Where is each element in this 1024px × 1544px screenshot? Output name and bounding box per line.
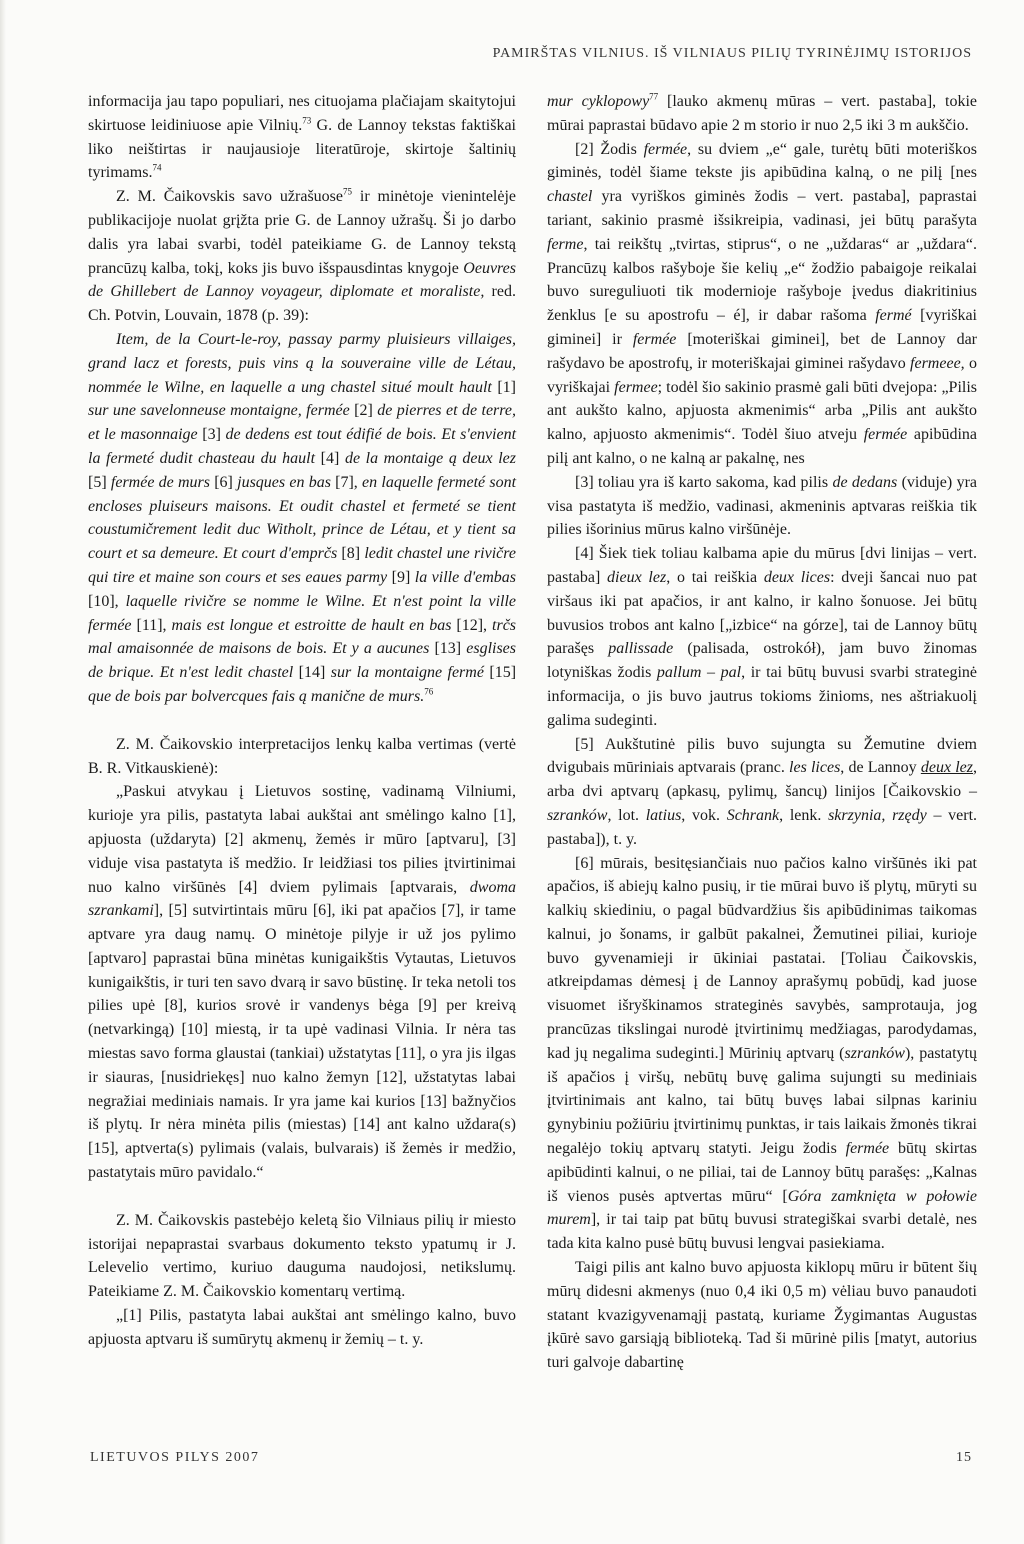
- paragraph: Z. M. Čaikovskis pastebėjo keletą šio Vilniaus pilių ir miesto istorijai nepaprastai svarbaus dokumento teksto ypatumų ir J. Lelevelio vertimo, kuriuo dauguma naudojosi, netikslumų. Pateikiame Z. M. Čaikovskio komentarų vertimą.: [88, 1211, 516, 1301]
- paragraph: „[1] Pilis, pastatyta labai aukštai ant smėlingo kalno, buvo apjuosta aptvaru iš sumūrytų akmenų ir žemių – t. y.: [88, 1307, 516, 1348]
- french-quotation: Item, de la Court-le-roy, passay parmy pluisieurs villaiges, grand lacz et forests, puis vins ą la souveraine ville de Létau, nommée le Wilne, en laquelle a ung chastel situé moult hault [1] sur une savelonneuse montaigne, fermée [2] de pierres et de terre, et le masonnaige [3] de dedens est tout édifié de bois. Et s'envient la fermeté dudit chasteau du hault [4] de la montaige ą deux lez [5] fermée de murs [6] jusques en bas [7], en laquelle fermeté sont encloses pluiseurs maisons. Et oudit chastel et fermeté se tient coustumičrement ledit duc Witholt, prince de Létau, et y tient sa court et sa demeure. Et court d'emprčs [8] ledit chastel une rivičre qui tire et maine son cours et ses eaues parmy [9] la ville d'embas [10], laquelle rivičre se nomme le Wilne. Et n'est point la ville fermée [11], mais est longue et estroitte de hault en bas [12], trčs mal amaisonnée de maisons de bois. Et y a aucunes [13] esglises de brique. Et n'est ledit chastel [14] sur la montaigne fermé [15] que de bois par bolvercques fais ą manične de murs.$^{76}$: [88, 330, 517, 705]
- footnote-ref: 73: [302, 115, 312, 126]
- journal-footer: LIETUVOS PILYS 2007: [90, 1450, 260, 1465]
- footnote-ref: 75: [343, 186, 353, 197]
- right-column: [547, 90, 977, 1375]
- page-number: 15: [956, 1450, 972, 1465]
- paragraph: Z. M. Čaikovskio interpretacijos lenkų kalba vertimas (vertė B. R. Vitkauskienė):: [88, 735, 516, 777]
- running-title: PAMIRŠTAS VILNIUS. IŠ VILNIAUS PILIŲ TYRINĖJIMŲ ISTORIJOS: [492, 46, 972, 61]
- footnote-ref: 74: [152, 163, 162, 174]
- paragraph: [2] Žodis fermée, su dviem „e“ gale, turėtų būti moteriškos giminės, todėl šiame tekste jis apibūdina kalną, o ne pilį [nes chastel yra vyriškos giminės žodis – vert. pastaba], paprastai tariant, sakinio prasmė išsikreipia, vadinasi, jei būtų parašyta ferme, tai reikštų „tvirtas, stiprus“, o ne „uždaras“ ar „uždara“. Prancūzų kalbos rašyboje šie kelių „e“ žodžio pabaigoje reikalai buvo sureguliuoti tik modernioje rašyboje įvedus diakritinius ženklus [e su apostrofu – é], ir dabar rašoma fermé [vyriškai gimineі] ir fermée [moteriškai giminei], bet de Lannoy dar rašydavo be apostrofų, ir moteriškajai giminei rašydavo fermeee, o vyriškajai fermee; todėl šio sakinio prasmė gali būti dvejopa: „Pilis ant aukšto kalno, apjuosta akmenimis“ arba „Pilis ant aukšto kalno, apjuosto akmenimis“. Todėl šiuo atveju fermée apibūdina pilį ant kalno, o ne kalną ar pakalnę, nes: [547, 140, 978, 467]
- book-title: Oeuvres de Ghillebert de Lannoy voyageur, diplomate et moraliste,: [88, 259, 516, 301]
- paragraph: informacija jau tapo populiari, nes cituojama plačiajam skaitytojui skirtuose leidiniuose apie Vilnių.$^{73}$ G. de Lannoy tekstas faktiškai liko neištirtas ir naujausioje literatūroje, skirtoje šaltinių tyrimams.$^{74}$: [88, 93, 516, 182]
- footnote-ref: 77: [649, 91, 659, 102]
- paragraph: Taigi pilis ant kalno buvo apjuosta kiklopų mūru ir būtent šių mūrų didesni akmenys (nuo 0,4 iki 0,5 m) vėliau buvo panaudoti statant kvazigyvenamąjį pastatą, kuriame Žygimantas Augustas įkūrė savo garsiąją biblioteką. Tad ši mūrinė pilis [matyt, autorius turi galvoje dabartinę: [547, 1259, 977, 1372]
- paragraph: Z. M. Čaikovskis savo užrašuose$^{75}$ ir minėtoje vienintelėje publikacijoje nuolat grįžta prie G. de Lannoy užrašų. Ši jo darbo dalis yra labai svarbi, todėl pateikiame G. de Lannoy tekstą prancūzų kalba, tokį, koks jis buvo išspausdintas knygoje Oeuvres de Ghillebert de Lannoy voyageur, diplomate et moraliste, red. Ch. Potvin, Louvain, 1878 (p. 39):: [88, 186, 517, 325]
- paragraph: mur cyklopowy$^{77}$ [lauko akmenų mūras – vert. pastaba], tokie mūrai paprastai būdavo apie 2 m storio ir nuo 2,5 iki 3 m aukščio.: [547, 91, 977, 134]
- left-column: [88, 90, 516, 1352]
- paragraph: [3] toliau yra iš karto sakoma, kad pilis de dedans (viduje) yra visa pastatyta iš medžio, vadinasi, akmeninis aptvaras reiškia tik pilies išorinius mūrus kalno viršūnėje.: [547, 473, 978, 539]
- paragraph: [5] Aukštutinė pilis buvo sujungta su Žemutine dviem dvigubais mūriniais aptvarais (pranc. les lices, de Lannoy deux lez, arba dvi aptvarų (apkasų, pylimų, šancų) linijos [Čaikovskio – szranków, lot. latius, vok. Schrank, lenk. skrzynia, rzędy – vert. pastaba]), t. y.: [547, 735, 978, 848]
- footnote-ref: 76: [424, 686, 434, 697]
- paragraph: [4] Šiek tiek toliau kalbama apie du mūrus [dvi linijas – vert. pastaba] dieux lez, o tai reiškia deux lices: dveji šancai nuo pat viršaus iki pat apačios, ir ant kalno, ir kalno šonuose. Jei būtų buvusios trobos ant kalno [„izbice“ na górze], tai de Lannoy būtų parašęs pallissade (palisada, ostrokół), jam buvo žinomas lotyniškas žodis pallum – pal, ir tai būtų buvusi svarbi strateginė informacija, o jis buvo jautrus tokioms žinioms, nes aštriakuolį galima sudeginti.: [547, 545, 978, 729]
- page-edge-shadow: [0, 0, 6, 1544]
- paragraph: [6] mūrais, besitęsiančiais nuo pačios kalno viršūnės iki pat apačios, iš abiejų kalno pusių, ir tie mūrai buvo iš plytų, mūryti su kalkių skiediniu, o pagal būdvardžius šis apibūdinimas taikomas kalnui, jo šonams, ir galbūt pakalnei, Žemutinei piliai, kurioje buvo gyvenamieji ir ūkiniai pastatai. [Toliau Čaikovskis, atkreipdamas dėmesį į de Lannoy aprašymų pobūdį, kad juose visuomet išryškinamos strateginės savybės, samprotauja, jog prancūzas tikslingai nurodė įtvirtinimų medžiagas, parodydamas, kad jų negalima sudeginti.] Mūrinių aptvarų (szranków), pastatytų iš apačios į viršų, nebūtų buvę galima sujungti su mediniais įtvirtinimais ant kalno, tai būtų buvęs labai silpnas kariniu gynybiniu požiūriu įtvirtinimų punktas, ir tais laikais žmonės tikrai negalėjo tokių aptvarų statyti. Jeigu žodis fermée būtų skirtas apibūdinti kalnui, o ne piliai, tai de Lannoy būtų parašęs: „Kalnas iš vienos pusės aptvertas mūru“ [Góra zamknięta w połowie murem], ir tai taip pat būtų buvusi strategiškai svarbi detalė, nes tada kita kalno pusė būtų buvusi lengvai pasiekiama.: [547, 854, 978, 1253]
- translation-quotation: „Paskui atvykau į Lietuvos sostinę, vadinamą Vilniumi, kurioje yra pilis, pastatyta labai aukštai ant smėlingo kalno [1], apjuosta (uždaryta) [2] akmenų, žemės ir mūro [aptvaru], [3] viduje visa pastatyta iš medžio. Ir leidžiasi tos pilies įtvirtinimai nuo kalno viršūnės [4] dviem pylimais [aptvarais, dwoma szrankami], [5] sutvirtintais mūru [6], iki pat apačios [7], ir tame aptvare yra daug namų. O minėtoje pilyje ir už jos pylimo [aptvaro] paprastai būna minėtas kunigaikštis Vytautas, Lietuvos kunigaikštis, ir turi ten savo dvarą ir savo būstinę. Ir teka netoli tos pilies upė [8], kurios srovė ir vandenys bėga [9] per kreivą (netvarkingą) [10] miestą, ir ta upė vadinasi Vilnia. Ir nėra tas miestas savo forma glaustai (tankiai) užstatytas [11], o yra jis ilgas ir siauras, [nusidriekęs] nuo kalno žemyn [12], užstatytas labai negražiai mediniais namais. Ir yra jame kai kurios [13] bažnyčios iš plytų. Ir nėra minėta pilis (miestas) [14] ant kalno uždara(s) [15], aptverta(s) pylimais (valais, bulvarais) iš žemės ir medžio, pastatytais mūro pavidalo.“: [88, 783, 516, 1182]
